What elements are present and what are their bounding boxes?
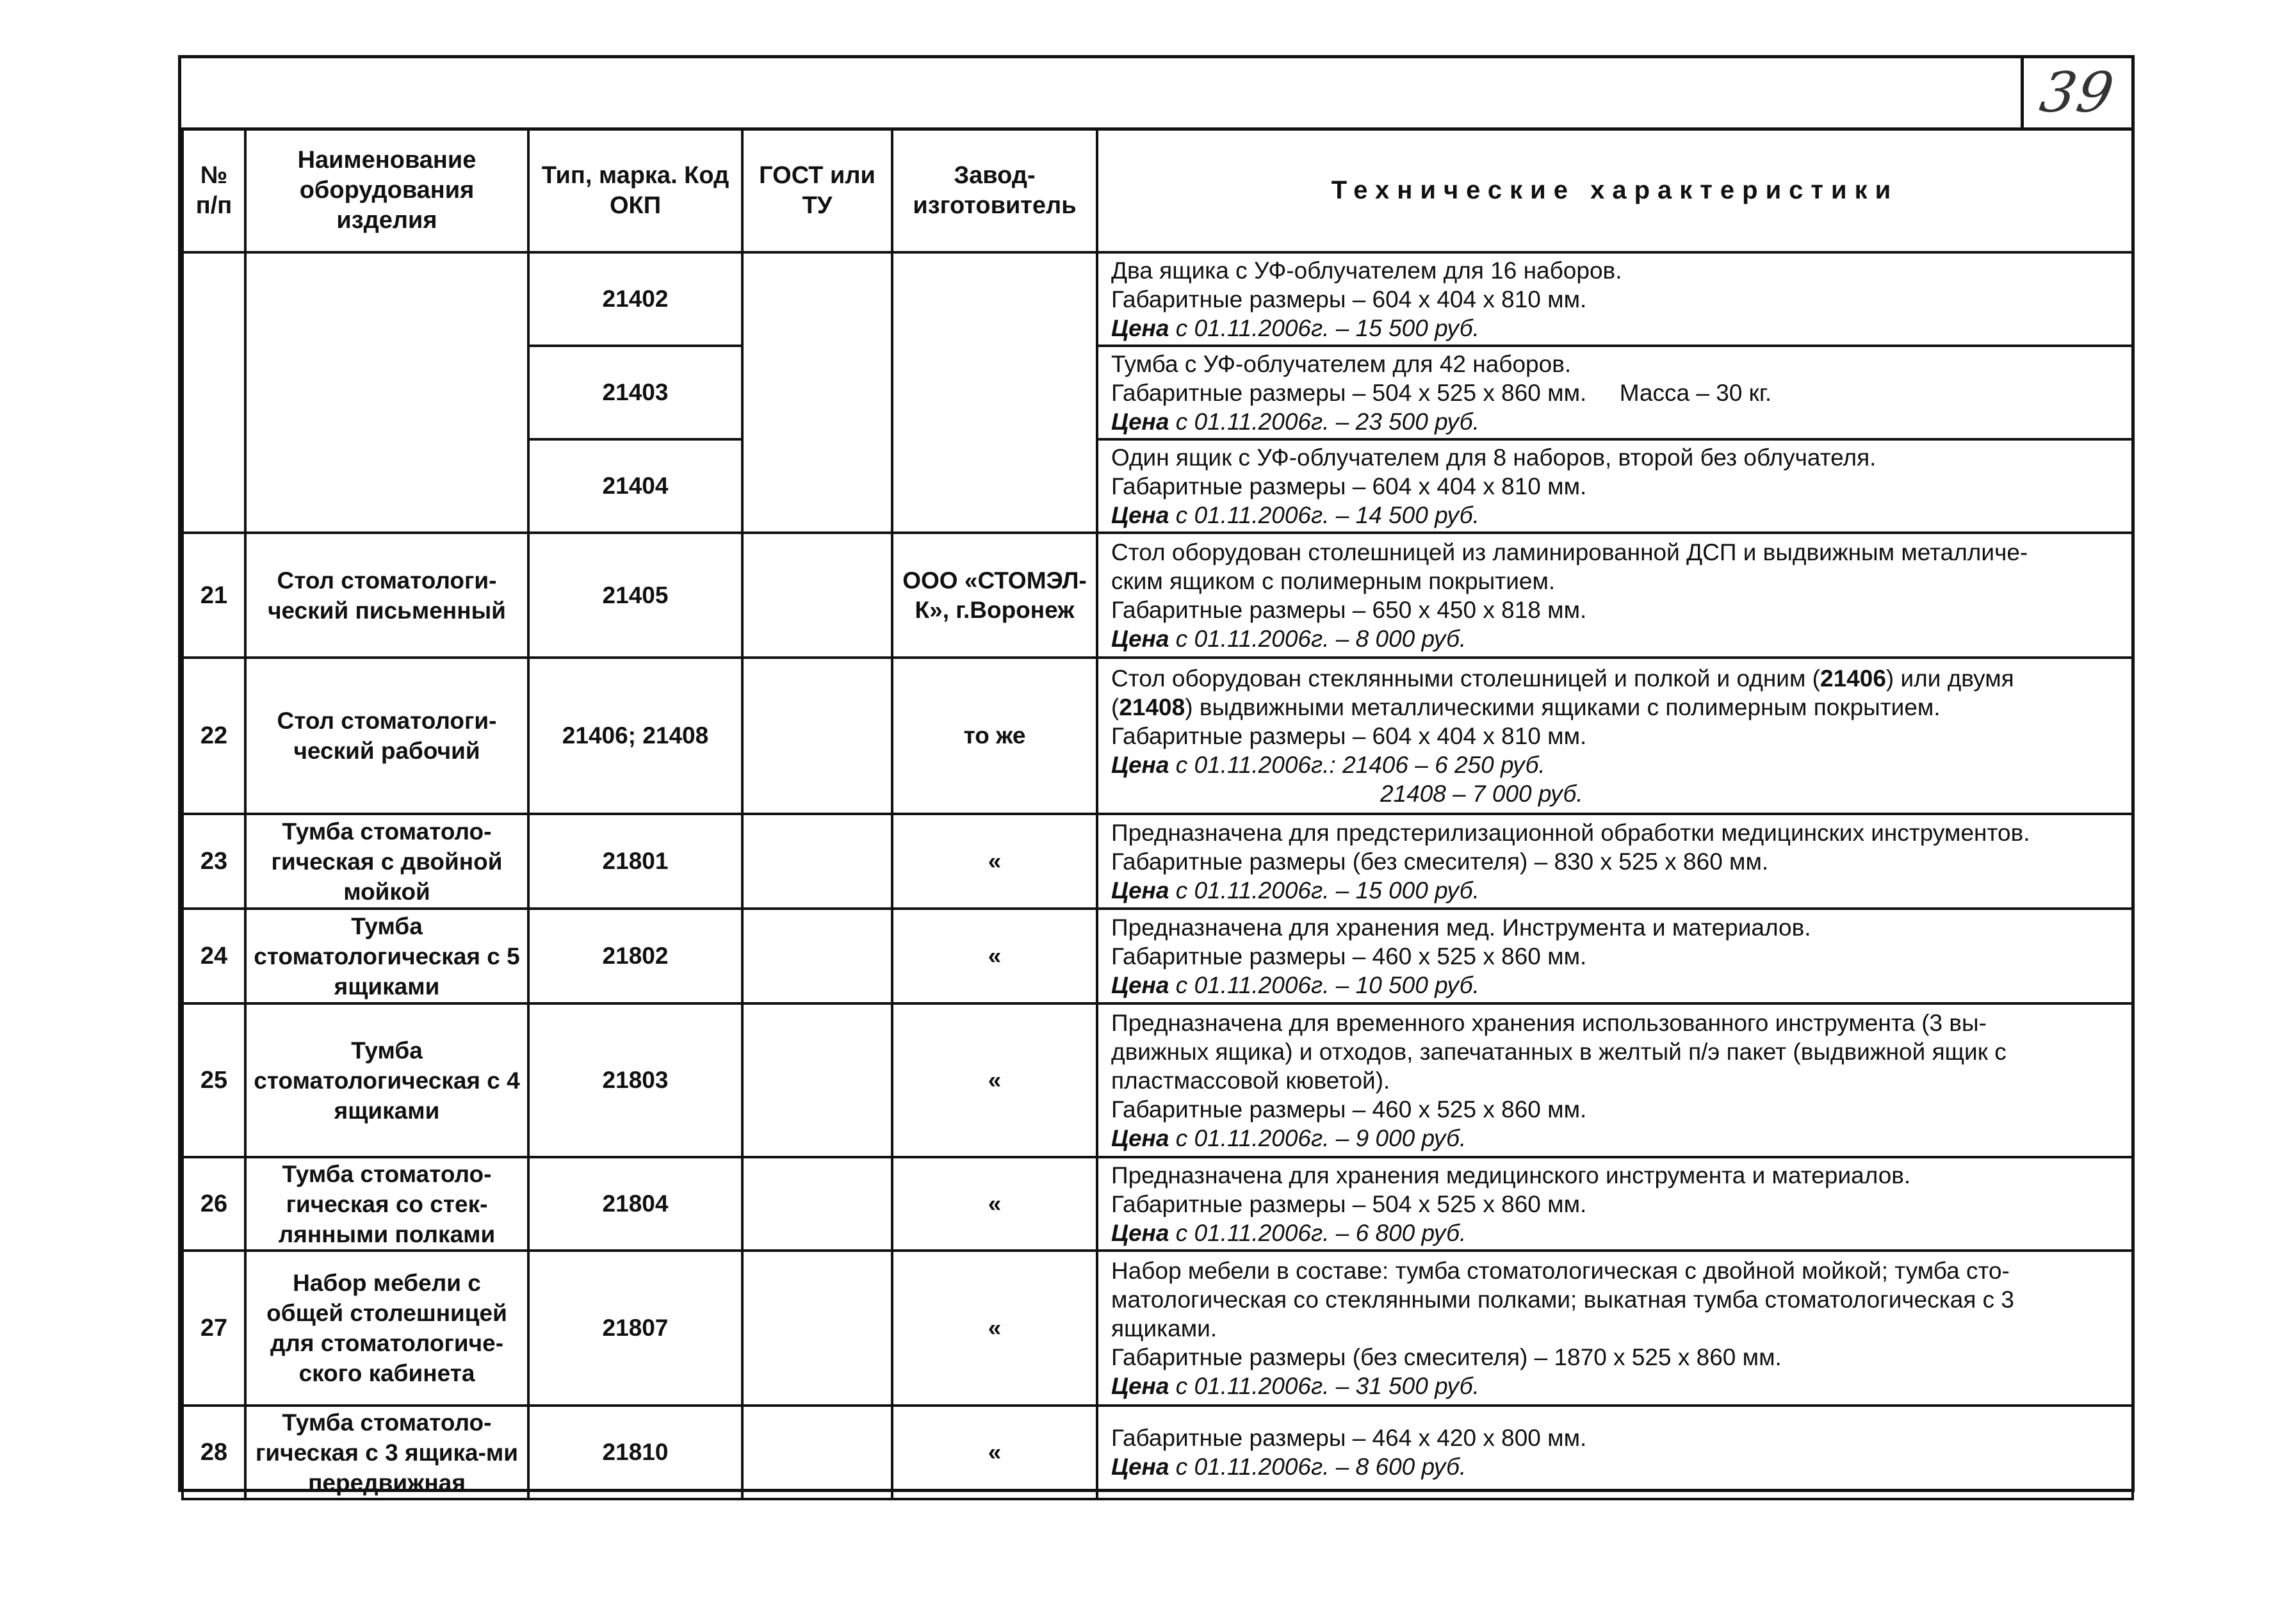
- table-row: [183, 1406, 2133, 1499]
- equipment-table: [181, 127, 2134, 1500]
- cell-gost: [742, 909, 892, 1003]
- price-label: Цена: [1111, 751, 1169, 778]
- cell-desc: [1097, 909, 2133, 1003]
- price-text: с 01.11.2006г. – 6 800 руб.: [1169, 1219, 1467, 1246]
- table-row: [183, 658, 2133, 814]
- cell-name: [245, 252, 528, 533]
- header-type: Тип, марка. Код ОКП: [528, 129, 742, 252]
- desc-line: Набор мебели в составе: тумба стоматологическая с двойной мойкой; тумба сто-: [1111, 1257, 2010, 1284]
- price-line: [1111, 1219, 2125, 1247]
- desc-line: движных ящика) и отходов, запечатанных в желтый п/э пакет (выдвижной ящик с: [1111, 1038, 2007, 1065]
- table-row: [183, 1157, 2133, 1251]
- desc-line: Габаритные размеры – 604 х 404 х 810 мм.: [1111, 722, 1587, 749]
- price-label: Цена: [1111, 971, 1169, 998]
- price-text: с 01.11.2006г. – 15 000 руб.: [1169, 877, 1479, 904]
- cell-gost: [742, 814, 892, 909]
- cell-name: Стол стоматологи-ческий рабочий: [245, 658, 528, 814]
- header-maker: Завод-изготовитель: [892, 129, 1097, 252]
- desc-text: (: [1111, 694, 1120, 720]
- cell-num: 25: [183, 1003, 245, 1157]
- cell-name: Тумба стоматоло-гическая с двойной мойкой: [245, 814, 528, 909]
- price-text: с 01.11.2006г. – 23 500 руб.: [1169, 408, 1479, 435]
- price-label: Цена: [1111, 501, 1169, 528]
- price-line: [1111, 1372, 2125, 1400]
- cell-desc: [1097, 1003, 2133, 1157]
- price-line: [1111, 407, 2125, 436]
- cell-gost: [742, 1251, 892, 1406]
- cell-desc: [1097, 252, 2133, 346]
- cell-maker: «: [892, 1251, 1097, 1406]
- cell-name: Набор мебели с общей столешницей для стоматологиче-ского кабинета: [245, 1251, 528, 1406]
- cell-maker: «: [892, 814, 1097, 909]
- desc-line: Стол оборудован столешницей из ламинированной ДСП и выдвижным металличе-: [1111, 539, 2028, 565]
- cell-num: 21: [183, 533, 245, 658]
- cell-type: 21404: [528, 439, 742, 533]
- price-text: с 01.11.2006г. – 15 500 руб.: [1169, 314, 1479, 341]
- desc-line: Габаритные размеры – 460 х 525 х 860 мм.: [1111, 1096, 1587, 1123]
- cell-desc: [1097, 1406, 2133, 1499]
- desc-line: Предназначена для хранения медицинского инструмента и материалов.: [1111, 1162, 1911, 1188]
- desc-line: Габаритные размеры (без смесителя) – 1870 х 525 х 860 мм.: [1111, 1343, 1782, 1370]
- desc-text: ) или двумя: [1885, 665, 2014, 692]
- price-text: с 01.11.2006г. – 8 000 руб.: [1169, 625, 1467, 652]
- page-number: 39: [2035, 61, 2120, 125]
- price-label: Цена: [1111, 877, 1169, 904]
- cell-type: 21406; 21408: [528, 658, 742, 814]
- cell-type: 21402: [528, 252, 742, 346]
- cell-name: Стол стоматологи-ческий письменный: [245, 533, 528, 658]
- cell-type: 21802: [528, 909, 742, 1003]
- cell-gost: [742, 533, 892, 658]
- cell-num: 24: [183, 909, 245, 1003]
- page-number-box: [2021, 58, 2131, 127]
- cell-gost: [742, 1406, 892, 1499]
- cell-gost: [742, 1003, 892, 1157]
- price-label: Цена: [1111, 1219, 1169, 1246]
- price-label: Цена: [1111, 314, 1169, 341]
- header-tech: Технические характеристики: [1097, 129, 2133, 252]
- table-row: [183, 533, 2133, 658]
- cell-type: 21801: [528, 814, 742, 909]
- desc-line: [1111, 664, 2125, 693]
- price-label: Цена: [1111, 1454, 1169, 1480]
- cell-name: Тумба стоматоло-гическая со стек-лянными полками: [245, 1157, 528, 1251]
- cell-num: 28: [183, 1406, 245, 1499]
- desc-text: ) выдвижными металлическими ящиками с полимерным покрытием.: [1185, 694, 1941, 720]
- desc-line: Габаритные размеры (без смесителя) – 830 х 525 х 860 мм.: [1111, 848, 1769, 875]
- document-sheet: [178, 55, 2135, 1496]
- desc-line: пластмассовой кюветой).: [1111, 1067, 1390, 1094]
- cell-num: 22: [183, 658, 245, 814]
- header-num: № п/п: [183, 129, 245, 252]
- cell-maker: «: [892, 909, 1097, 1003]
- price-line: [1111, 624, 2125, 653]
- cell-gost: [742, 1157, 892, 1251]
- price-line: [1111, 750, 2125, 779]
- cell-desc: [1097, 1251, 2133, 1406]
- cell-desc: [1097, 346, 2133, 439]
- desc-line: Два ящика с УФ-облучателем для 16 наборов.: [1111, 257, 1622, 284]
- desc-line: ящиками.: [1111, 1315, 1217, 1342]
- price-line: [1111, 1452, 2125, 1481]
- desc-line: ским ящиком с полимерным покрытием.: [1111, 567, 1556, 594]
- cell-desc: [1097, 439, 2133, 533]
- table-row: [183, 814, 2133, 909]
- cell-name: Тумба стоматологическая с 5 ящиками: [245, 909, 528, 1003]
- cell-maker: то же: [892, 658, 1097, 814]
- cell-num: 26: [183, 1157, 245, 1251]
- table-row: [183, 1003, 2133, 1157]
- cell-maker: [892, 252, 1097, 533]
- price-label: Цена: [1111, 625, 1169, 652]
- header-gost: ГОСТ или ТУ: [742, 129, 892, 252]
- desc-line: Габаритные размеры – 460 х 525 х 860 мм.: [1111, 943, 1587, 969]
- header-name: Наименование оборудования изделия: [245, 129, 528, 252]
- cell-gost: [742, 658, 892, 814]
- model-code: 21406: [1820, 665, 1886, 692]
- cell-type: 21403: [528, 346, 742, 439]
- price-text: с 01.11.2006г. – 8 600 руб.: [1169, 1454, 1467, 1480]
- desc-line: Габаритные размеры – 604 х 404 х 810 мм.: [1111, 473, 1587, 499]
- price-line: [1111, 1124, 2125, 1153]
- price-text: с 01.11.2006г. – 14 500 руб.: [1169, 501, 1479, 528]
- desc-line: Предназначена для временного хранения использованного инструмента (3 вы-: [1111, 1009, 1987, 1036]
- desc-line: Габаритные размеры – 504 х 525 х 860 мм.: [1111, 1190, 1587, 1217]
- page-header-band: [181, 58, 2131, 131]
- table-row: [183, 252, 2133, 346]
- table-header-row: [183, 129, 2133, 252]
- price-label: Цена: [1111, 1124, 1169, 1151]
- desc-line: Габаритные размеры – 504 х 525 х 860 мм. Масса – 30 кг.: [1111, 379, 1772, 406]
- price-text: с 01.11.2006г. – 9 000 руб.: [1169, 1124, 1467, 1151]
- price-line: [1111, 314, 2125, 343]
- price-line: [1111, 876, 2125, 905]
- desc-line: Предназначена для хранения мед. Инструмента и материалов.: [1111, 914, 1811, 941]
- cell-maker: «: [892, 1003, 1097, 1157]
- cell-type: 21807: [528, 1251, 742, 1406]
- price-label: Цена: [1111, 1372, 1169, 1399]
- cell-gost: [742, 252, 892, 533]
- table-row: [183, 909, 2133, 1003]
- desc-line: [1111, 693, 2125, 722]
- desc-line: Габаритные размеры – 650 х 450 х 818 мм.: [1111, 596, 1587, 623]
- price-line-2: 21408 – 7 000 руб.: [1380, 780, 1583, 807]
- cell-maker: «: [892, 1157, 1097, 1251]
- desc-line: Габаритные размеры – 464 х 420 х 800 мм.: [1111, 1425, 1587, 1451]
- cell-type: 21804: [528, 1157, 742, 1251]
- desc-line: Габаритные размеры – 604 х 404 х 810 мм.: [1111, 286, 1587, 312]
- price-text: с 01.11.2006г. – 10 500 руб.: [1169, 971, 1479, 998]
- cell-type: 21810: [528, 1406, 742, 1499]
- cell-desc: [1097, 533, 2133, 658]
- cell-num: 23: [183, 814, 245, 909]
- cell-type: 21405: [528, 533, 742, 658]
- cell-name: Тумба стоматологическая с 4 ящиками: [245, 1003, 528, 1157]
- price-line: [1111, 501, 2125, 530]
- cell-desc: [1097, 814, 2133, 909]
- desc-line: Предназначена для предстерилизационной обработки медицинских инструментов.: [1111, 819, 2030, 846]
- cell-name: Тумба стоматоло-гическая с 3 ящика-ми передвижная: [245, 1406, 528, 1499]
- price-text: с 01.11.2006г. – 31 500 руб.: [1169, 1372, 1479, 1399]
- cell-desc: [1097, 658, 2133, 814]
- price-line: [1111, 971, 2125, 1000]
- cell-type: 21803: [528, 1003, 742, 1157]
- cell-num: [183, 252, 245, 533]
- cell-desc: [1097, 1157, 2133, 1251]
- cell-maker: «: [892, 1406, 1097, 1499]
- cell-maker: ООО «СТОМЭЛ-К», г.Воронеж: [892, 533, 1097, 658]
- table-row: [183, 1251, 2133, 1406]
- desc-line: матологическая со стеклянными полками; выкатная тумба стоматологическая с 3: [1111, 1286, 2014, 1313]
- cell-num: 27: [183, 1251, 245, 1406]
- price-text: с 01.11.2006г.: 21406 – 6 250 руб.: [1169, 751, 1545, 778]
- model-code: 21408: [1119, 694, 1185, 720]
- desc-line: Тумба с УФ-облучателем для 42 наборов.: [1111, 350, 1572, 377]
- price-label: Цена: [1111, 408, 1169, 435]
- desc-text: Стол оборудован стеклянными столешницей и полкой и одним (: [1111, 665, 1821, 692]
- desc-line: Один ящик с УФ-облучателем для 8 наборов, второй без облучателя.: [1111, 444, 1877, 471]
